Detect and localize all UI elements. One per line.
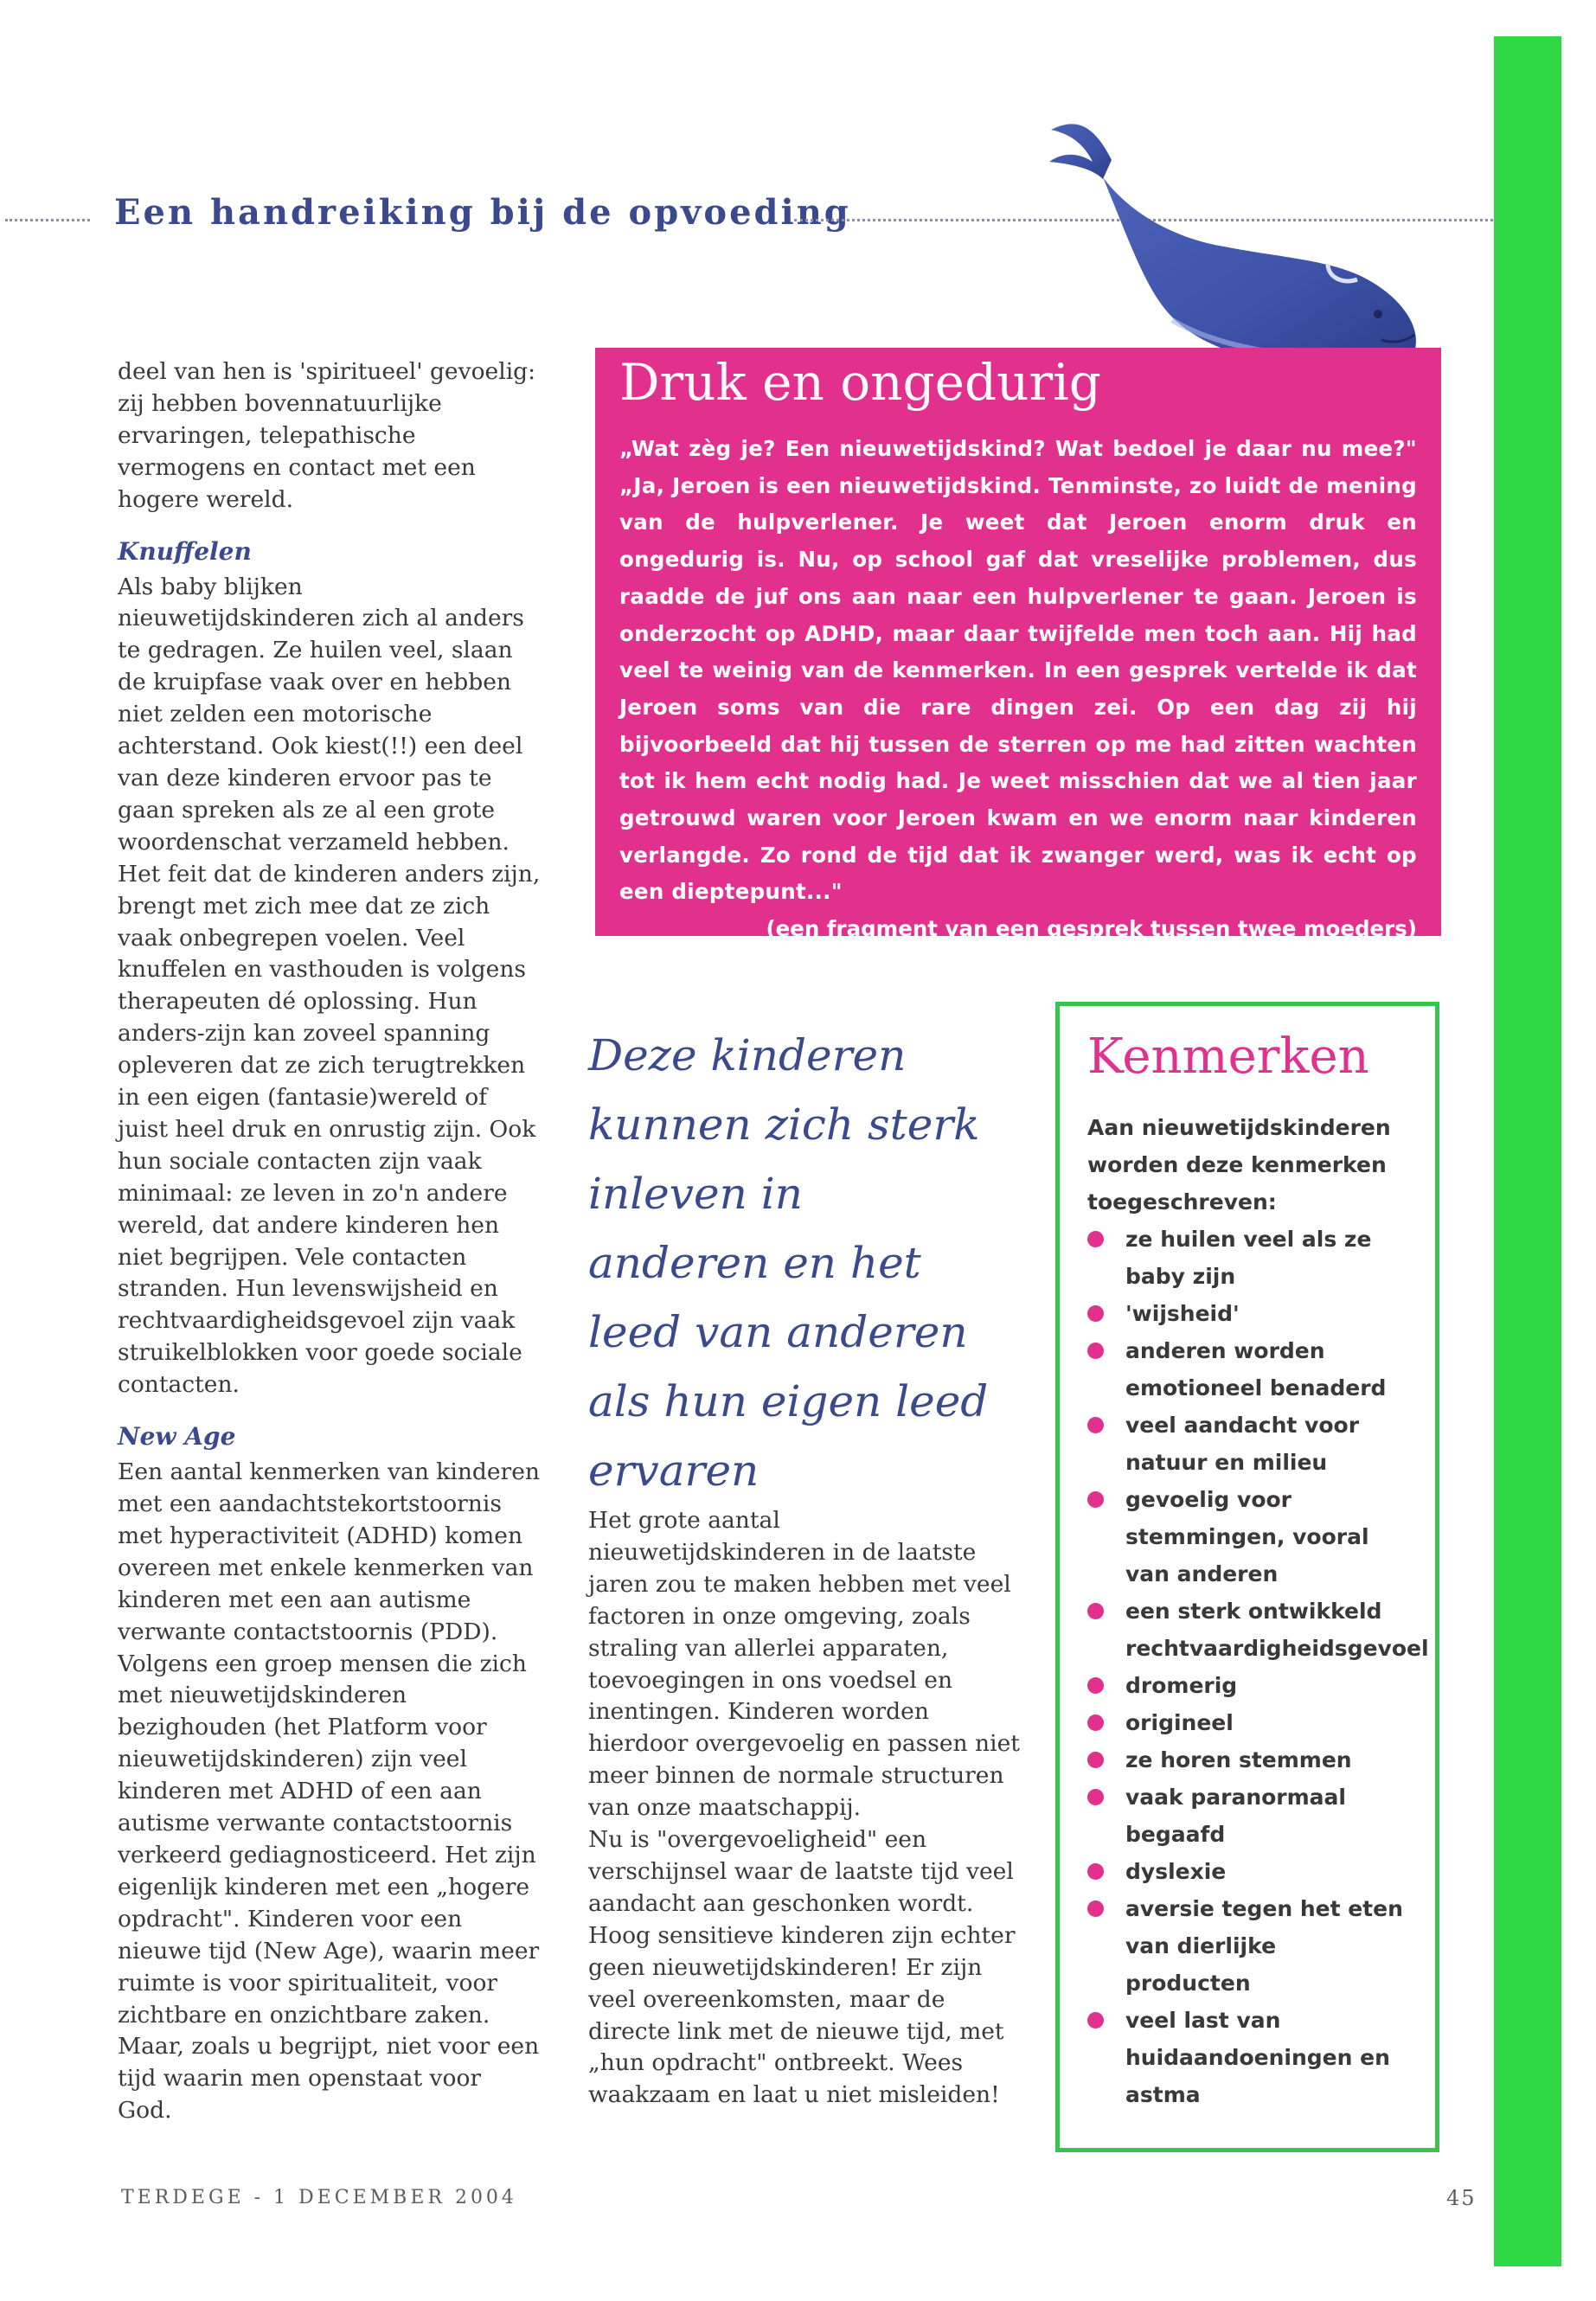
pink-box-quote: „Wat zèg je? Een nieuwetijdskind? Wat bedoel je daar nu mee?" „Ja, Jeroen is een nieuwetijdskind. Tenminste, zo luidt de mening van de hulpverlener. Je weet dat Jeroen enorm druk en ongedurig is. Nu, op school gaf dat vreselijke problemen, dus raadde de juf ons aan naar een hulpverlener te gaan. Jeroen is onderzocht op ADHD, maar daar twijfelde men toch aan. Hij had veel te weinig van de kenmerken. In een gesprek vertelde ik dat Jeroen soms van die rare dingen zei. Op een dag zij hij bijvoorbeeld dat hij tussen de sterren op me had zitten wachten tot ik hem echt nodig had. Je weet misschien dat we al tien jaar getrouwd waren voor Jeroen kwam en we enorm naar kinderen verlangde. Zo rond de tijd dat ik zwanger werd, was ik echt op een dieptepunt..." [619,436,1417,905]
kenmerken-item [1087,2002,1407,2113]
green-side-bar [1494,36,1561,2266]
kenmerken-item [1087,1481,1407,1593]
pink-box-source: (een fragment van een gesprek tussen twee moeders) [766,916,1417,942]
subheading-knuffelen: Knuffelen [118,536,252,566]
knuffelen-paragraph-2: Het feit dat de kinderen anders zijn, brengt met zich mee dat ze zich vaak onbegrepen voelen. Veel knuffelen en vasthouden is volgens therapeuten dé oplossing. Hun anders-zijn kan zoveel spanning opleveren dat ze zich terugtrekken in een eigen (fantasie)wereld of juist heel druk en onrustig zijn. Ook hun sociale contacten zijn vaak minimaal: ze leven in zo'n andere wereld, dat andere kinderen hen niet begrijpen. Vele contacten stranden. Hun levenswijsheid en rechtvaardigheidsgevoel zijn vaak struikelblokken voor goede sociale contacten. [118,860,541,1399]
header-rule-left [5,219,90,221]
column-2-paragraph-2: Nu is "overgevoeligheid" een verschijnsel waar de laatste tijd veel aandacht aan geschonken wordt. Hoog sensitieve kinderen zijn echter geen nieuwetijdskinderen! Er zijn veel overeenkomsten, maar de directe link met de nieuwe tijd, met „hun opdracht" ontbreekt. Wees waakzaam en laat u niet misleiden! [588,1826,1016,2109]
kenmerken-item-text: veel last van huidaandoeningen en astma [1125,2008,1390,2107]
kenmerken-item [1087,1667,1407,1704]
kenmerken-item [1087,1332,1407,1407]
bullet-dot-icon [1087,1603,1104,1619]
bullet-dot-icon [1087,1343,1104,1359]
kenmerken-item-text: aversie tegen het eten van dierlijke producten [1125,1896,1403,1996]
kenmerken-list [1087,1221,1429,2113]
kenmerken-box [1055,1002,1439,2152]
bullet-dot-icon [1087,1231,1104,1247]
bullet-dot-icon [1087,1863,1104,1880]
kenmerken-item-text: veel aandacht voor natuur en milieu [1125,1413,1360,1475]
bullet-dot-icon [1087,1900,1104,1917]
kenmerken-item [1087,1221,1407,1295]
bullet-dot-icon [1087,1417,1104,1433]
kenmerken-item-text: dyslexie [1125,1859,1227,1884]
kenmerken-item-text: gevoelig voor stemmingen, vooral van anderen [1125,1487,1369,1586]
kenmerken-item-text: 'wijsheid' [1125,1301,1240,1326]
kenmerken-item [1087,1779,1407,1853]
knuffelen-paragraph-1: Als baby blijken nieuwetijdskinderen zich al anders te gedragen. Ze huilen veel, slaan de kruipfase vaak over en hebben niet zelden een motorische achterstand. Ook kiest(!!) een deel van deze kinderen ervoor pas te gaan spreken als ze al een grote woordenschat verzameld hebben. [118,573,524,856]
kenmerken-item [1087,1295,1407,1332]
kenmerken-item-text: anderen worden emotioneel benaderd [1125,1338,1387,1400]
bullet-dot-icon [1087,1677,1104,1694]
bullet-dot-icon [1087,1715,1104,1731]
bullet-dot-icon [1087,1305,1104,1322]
kenmerken-item-text: dromerig [1125,1673,1238,1698]
bullet-dot-icon [1087,1491,1104,1508]
kenmerken-item [1087,1704,1407,1741]
section-header-title: Een handreiking bij de opvoeding [114,192,851,233]
pull-quote: Deze kinderen kunnen zich sterk inleven in anderen en het leed van anderen als hun eigen leed ervaren [588,1030,989,1496]
kenmerken-item-text: een sterk ontwikkeld rechtvaardigheidsgevoel [1125,1599,1429,1661]
kenmerken-item-text: ze horen stemmen [1125,1747,1352,1772]
kenmerken-intro: Aan nieuwetijdskinderen worden deze kenmerken toegeschreven: [1087,1115,1391,1215]
kenmerken-item [1087,1853,1407,1890]
pink-box-title: Druk en ongedurig [619,353,1101,412]
new-age-paragraph-1: Een aantal kenmerken van kinderen met een aandachtstekortstoornis met hyperactiviteit (ADHD) komen overeen met enkele kenmerken van kinderen met een aan autisme verwante contactstoornis (PDD). Volgens een groep mensen die zich met nieuwetijdskinderen bezighouden (het Platform voor nieuwetijdskinderen) zijn veel kinderen met ADHD of een aan autisme verwante contactstoornis verkeerd gediagnosticeerd. Het zijn eigenlijk kinderen met een „hogere opdracht". Kinderen voor een nieuwe tijd (New Age), waarin meer ruimte is voor spiritualiteit, voor zichtbare en onzichtbare zaken. Maar, zoals u begrijpt, niet voor een tijd waarin men openstaat voor God. [118,1458,540,2125]
bullet-dot-icon [1087,2012,1104,2029]
bullet-dot-icon [1087,1752,1104,1768]
kenmerken-item [1087,1407,1407,1481]
kenmerken-item-text: ze huilen veel als ze baby zijn [1125,1227,1372,1289]
page-number: 45 [1446,2186,1477,2210]
kenmerken-title: Kenmerken [1087,1029,1369,1085]
column-2 [588,1505,1021,2112]
kenmerken-item-text: vaak paranormaal begaafd [1125,1785,1346,1847]
bullet-dot-icon [1087,1789,1104,1805]
column-1 [118,356,542,2127]
pink-quote-box [595,348,1441,942]
kenmerken-item [1087,1890,1407,2002]
column-1-intro: deel van hen is 'spiritueel' gevoelig: zij hebben bovennatuurlijke ervaringen, telepathische vermogens en contact met een hogere wereld. [118,358,536,513]
subheading-new-age: New Age [118,1422,236,1452]
whale-illustration [1042,108,1432,372]
kenmerken-item-text: origineel [1125,1710,1234,1735]
kenmerken-item [1087,1741,1407,1779]
column-2-paragraph-1: Het grote aantal nieuwetijdskinderen in de laatste jaren zou te maken hebben met veel factoren in onze omgeving, zoals straling van allerlei apparaten, toevoegingen in ons voedsel en inentingen. Kinderen worden hierdoor overgevoelig en passen niet meer binnen de normale structuren van onze maatschappij. [588,1507,1020,1822]
kenmerken-item [1087,1593,1429,1667]
footer-publication: TERDEGE - 1 DECEMBER 2004 [121,2187,517,2208]
